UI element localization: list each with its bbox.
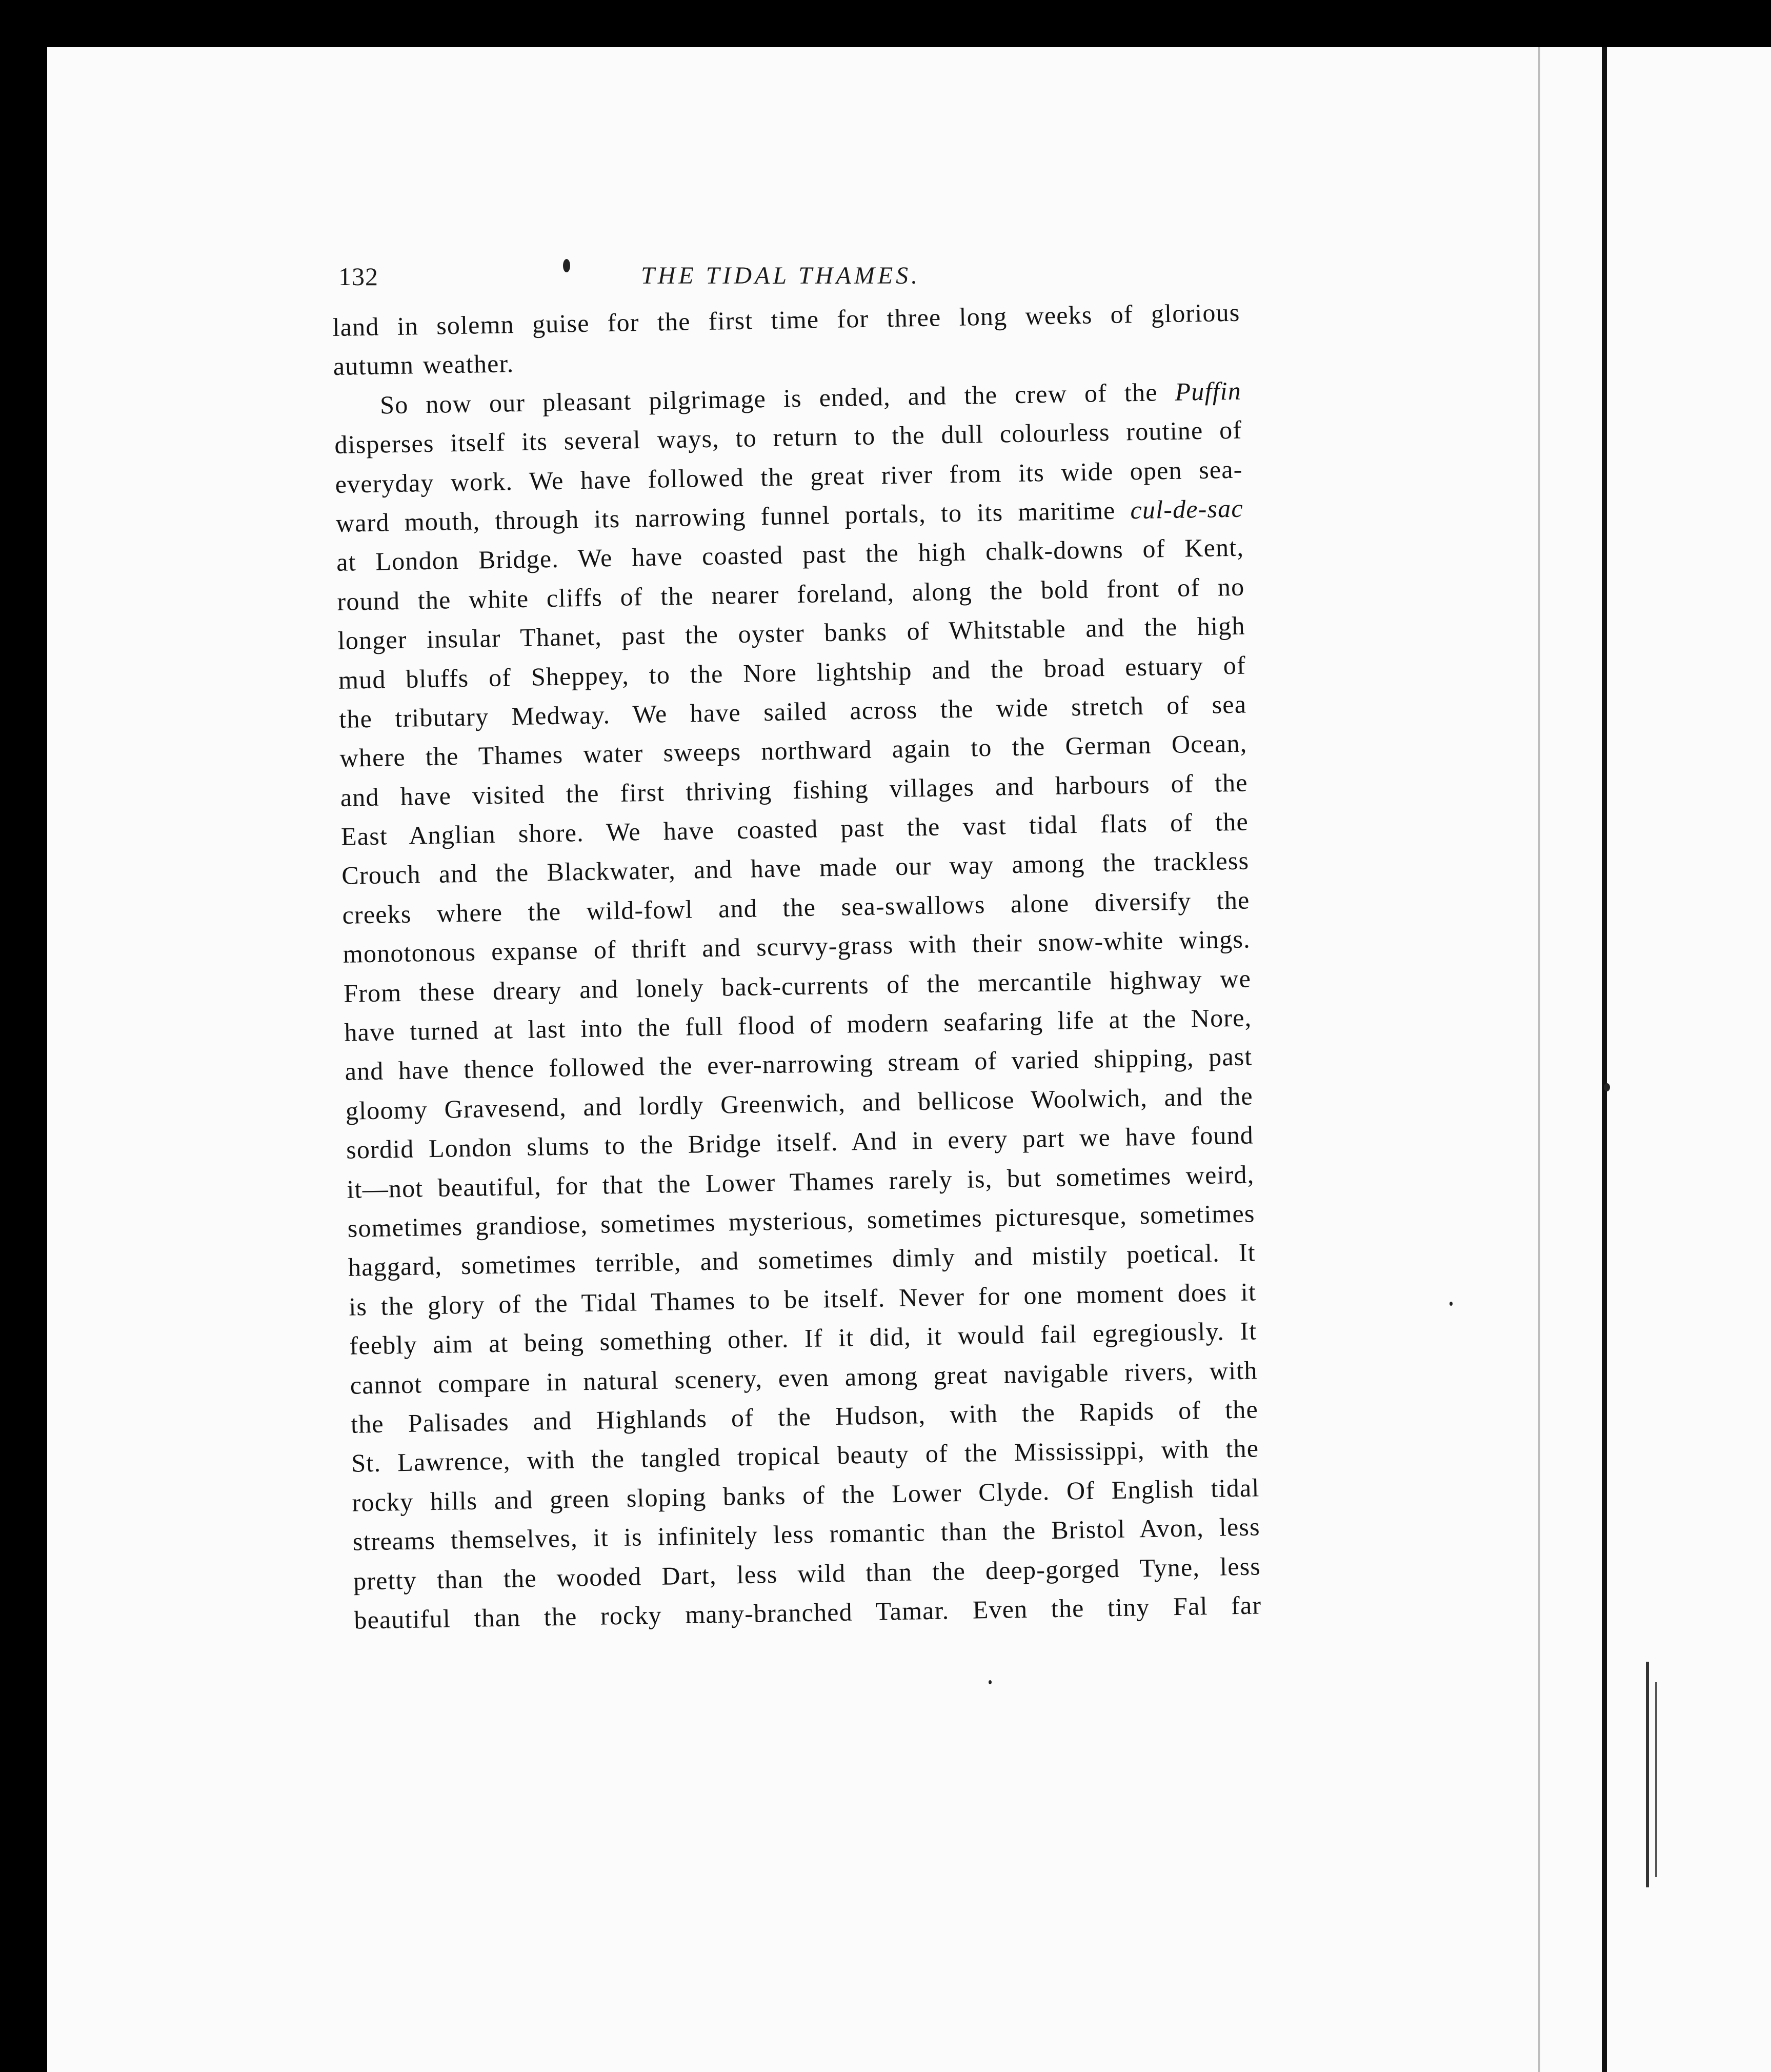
text-line-content: St. Lawrence, with the tangled tropical beauty of the Mississippi, with the [351,1433,1259,1478]
text-line-content: streams themselves, it is infinitely less romantic than the Bristol Avon, less [352,1512,1261,1556]
text-line-content: haggard, sometimes terrible, and sometimes dimly and mistily poetical. It [348,1238,1256,1282]
text-line-content: round the white cliffs of the nearer foreland, along the bold front of no [337,572,1245,616]
text-line-content: Crouch and the Blackwater, and have made our way among the trackless [341,846,1250,890]
gutter-line [1602,47,1607,2072]
running-head [338,262,1241,292]
text-line-content: creeks where the wild-fowl and the sea-swallows alone diversify the [342,885,1250,929]
text-line-content: have turned at last into the full flood of modern seafaring life at the Nore, [344,1003,1252,1047]
text-line-content: the tributary Medway. We have sailed across the wide stretch of sea [338,689,1247,733]
text-line-content: pretty than the wooded Dart, less wild than the deep-gorged Tyne, less [353,1551,1261,1596]
text-line-content: longer insular Thanet, past the oyster banks of Whitstable and the high [337,611,1245,655]
scan-speck [1450,1302,1453,1306]
text-line-content: gloomy Gravesend, and lordly Greenwich, and bellicose Woolwich, and the [345,1081,1254,1125]
text-line-content: feebly aim at being something other. If it did, it would fail egregiously. It [349,1316,1257,1360]
text-line-content: and have thence followed the ever-narrowing stream of varied shipping, past [345,1042,1253,1086]
text-line-content: at London Bridge. We have coasted past the high chalk-downs of Kent, [336,532,1244,577]
text-line-content: and have visited the first thriving fishing villages and harbours of the [340,768,1249,812]
text-line-content: it—not beautiful, for that the Lower Thames rarely is, but sometimes weird, [347,1160,1255,1204]
text-line-content: ward mouth, through its narrowing funnel portals, to its maritime [335,495,1131,537]
text-line-content: beautiful than the rocky many-branched Tamar. Even the tiny Fal far [353,1590,1262,1635]
text-line-content: sordid London slums to the Bridge itself. And in every part we have found [346,1120,1254,1164]
italic-term: cul-de-sac [1130,493,1244,525]
text-line-content: where the Thames water sweeps northward again to the German Ocean, [339,728,1247,773]
body-text [332,293,1262,1640]
text-line-content: land in solemn guise for the first time for three long weeks of glorious [332,297,1240,342]
text-line-content: mud bluffs of Sheppey, to the Nore lightship and the broad estuary of [338,650,1246,694]
gutter-crease-secondary [1655,1682,1657,1877]
text-line-content: the Palisades and Highlands of the Hudson, with the Rapids of the [350,1394,1259,1439]
text-line-content: So now our pleasant pilgrimage is ended, and the crew of the [379,377,1175,420]
text-line-content: East Anglian shore. We have coasted past the vast tidal flats of the [340,807,1249,851]
gutter-crease [1646,1662,1649,1887]
page-number: 132 [338,262,378,291]
scan-speck [989,1680,992,1684]
text-line-content: cannot compare in natural scenery, even among great navigable rivers, with [350,1355,1258,1400]
text-line-content: From these dreary and lonely back-currents of the mercantile highway we [343,964,1252,1008]
text-line-content: rocky hills and green sloping banks of the Lower Clyde. Of English tidal [352,1473,1260,1517]
scan-speck [1604,1083,1610,1091]
text-line-content: autumn weather. [333,349,514,381]
text-line-content: sometimes grandiose, sometimes mysterious, sometimes picturesque, sometimes [347,1199,1255,1243]
text-line-content: disperses itself its several ways, to return to the dull colourless routine of [334,415,1242,460]
text-line-content: is the glory of the Tidal Thames to be itself. Never for one moment does it [348,1277,1257,1321]
text-line-content: monotonous expanse of thrift and scurvy-grass with their snow-white wings. [343,924,1251,969]
text-line-content: everyday work. We have followed the great river from its wide open sea- [335,454,1243,499]
italic-term: Puffin [1175,376,1242,406]
running-title: THE TIDAL THAMES. [641,262,921,289]
gutter-shadow [1538,47,1540,2072]
